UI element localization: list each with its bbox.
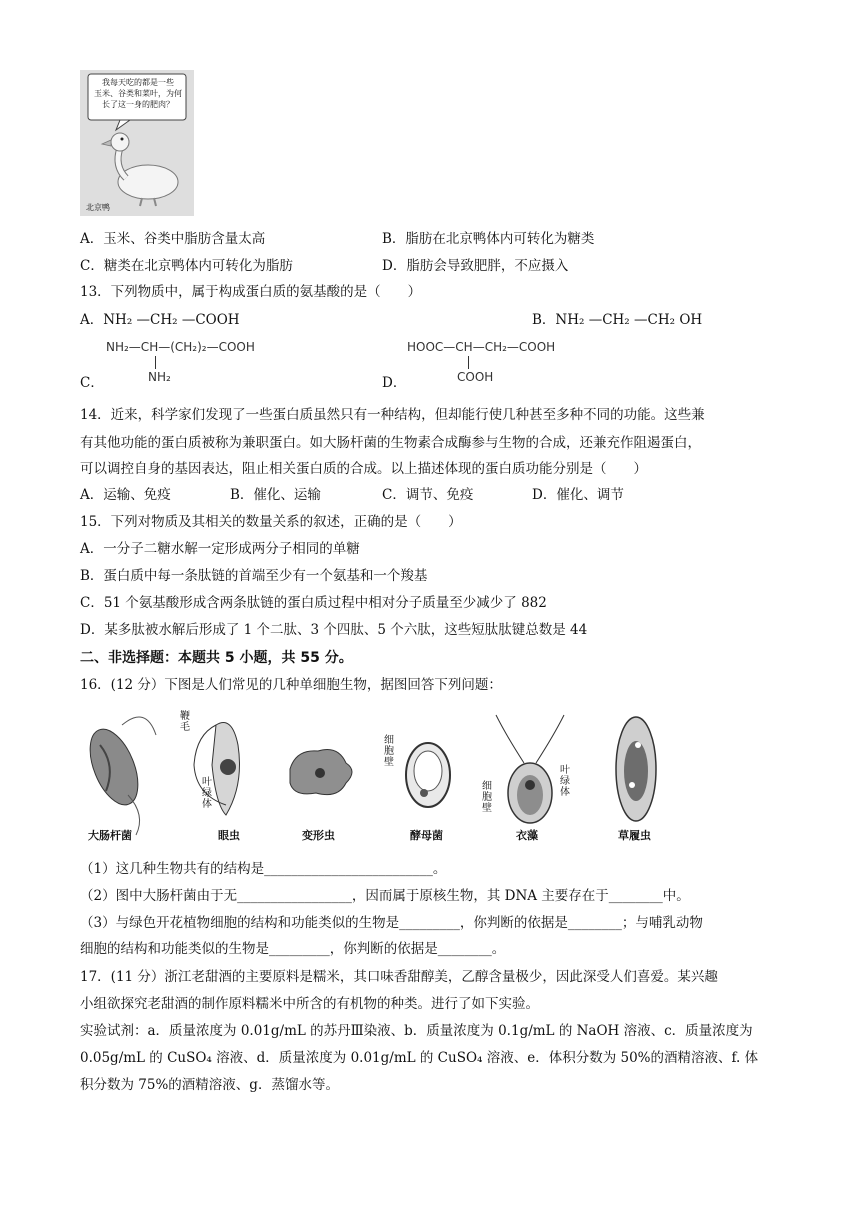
q13-d-formula-main: HOOC—CH—CH₂—COOH — [407, 340, 556, 354]
organism-name-amoeba: 变形虫 — [302, 829, 335, 842]
q13-d-formula-side: COOH — [457, 370, 494, 384]
q12-option-b: B．脂肪在北京鸭体内可转化为糖类 — [382, 231, 595, 247]
q15-option-c: C．51 个氨基酸形成含两条肽链的蛋白质过程中相对分子质量至少减少了 882 — [80, 595, 547, 611]
duck-speech-line-3: 长了这一身的肥肉？ — [102, 100, 174, 109]
q16-part-3-line-2: 细胞的结构和功能类似的生物是_________，你判断的依据是________。 — [80, 941, 506, 957]
q16-part-2: （2）图中大肠杆菌由于无_________________，因而属于原核生物，其 DNA 主要存在于________中。 — [80, 888, 690, 904]
paramecium-drawing — [616, 717, 656, 821]
organism-name-chlamydomonas: 衣藻 — [516, 829, 538, 842]
label-chloroplast-chlamydomonas: 叶绿体 — [560, 765, 570, 798]
q13-option-c-formula — [106, 340, 255, 384]
q16-part-1: （1）这几种生物共有的结构是_________________________。 — [80, 861, 447, 877]
single-cell-organisms-figure — [76, 705, 688, 845]
q17-line-1: 17．(11 分）浙江老甜酒的主要原料是糯米，其口味香甜醇美，乙醇含量极少，因此深受人们喜爱。某兴趣 — [80, 969, 718, 985]
q12-option-d: D．脂肪会导致肥胖，不应摄入 — [382, 258, 569, 274]
q14-option-b: B．催化、运输 — [230, 487, 321, 503]
organism-name-e-coli: 大肠杆菌 — [88, 829, 132, 842]
chlamydomonas-drawing — [496, 715, 564, 823]
q13-option-a: A．NH₂ —CH₂ —COOH — [80, 312, 240, 328]
q14-option-d: D．催化、调节 — [532, 487, 624, 503]
q15-stem: 15．下列对物质及其相关的数量关系的叙述，正确的是（ ） — [80, 514, 462, 530]
label-flagellum: 鞭毛 — [180, 711, 190, 733]
duck-caption: 北京鸭 — [86, 203, 110, 212]
q15-option-d: D．某多肽被水解后形成了 1 个二肽、3 个四肽、5 个六肽，这些短肽肽键总数是 44 — [80, 622, 588, 638]
label-cell-wall-yeast: 细胞壁 — [384, 735, 394, 768]
q17-line-5: 积分数为 75%的酒精溶液、g．蒸馏水等。 — [80, 1077, 339, 1093]
organisms-illustration — [76, 705, 688, 845]
q12-option-c: C．糖类在北京鸭体内可转化为脂肪 — [80, 258, 293, 274]
q14-option-c: C．调节、免疫 — [382, 487, 474, 503]
peking-duck-figure — [80, 70, 194, 216]
q13-d-formula-bond — [468, 356, 469, 369]
q14-line-1: 14．近来，科学家们发现了一些蛋白质虽然只有一种结构，但却能行使几种甚至多种不同的功能。这些兼 — [80, 407, 705, 423]
q16-stem: 16．(12 分）下图是人们常见的几种单细胞生物，据图回答下列问题： — [80, 677, 502, 693]
q14-line-3: 可以调控自身的基因表达，阻止相关蛋白质的合成。以上描述体现的蛋白质功能分别是（ ） — [80, 461, 647, 477]
q12-option-a: A．玉米、谷类中脂肪含量太高 — [80, 231, 266, 247]
organism-name-yeast: 酵母菌 — [410, 829, 443, 842]
q13-c-formula-bond — [155, 356, 156, 369]
q14-option-a: A．运输、免疫 — [80, 487, 171, 503]
q13-option-d-formula — [407, 340, 556, 384]
e-coli-drawing — [80, 717, 156, 835]
q15-option-b: B．蛋白质中每一条肽链的首端至少有一个氨基和一个羧基 — [80, 568, 428, 584]
q17-line-2: 小组欲探究老甜酒的制作原料糯米中所含的有机物的种类。进行了如下实验。 — [80, 996, 539, 1012]
q17-line-4: 0.05g/mL 的 CuSO₄ 溶液、d．质量浓度为 0.01g/mL 的 CuSO₄ 溶液、e．体积分数为 50%的酒精溶液、f. 体 — [80, 1050, 759, 1066]
q13-stem: 13．下列物质中，属于构成蛋白质的氨基酸的是（ ） — [80, 284, 422, 300]
q13-c-formula-main: NH₂—CH—(CH₂)₂—COOH — [106, 340, 255, 354]
section-2-heading: 二、非选择题：本题共 5 小题，共 55 分。 — [80, 650, 353, 666]
euglena-drawing — [194, 723, 240, 816]
yeast-drawing — [406, 743, 450, 807]
q13-option-c-label: C． — [80, 375, 104, 391]
q16-part-3-line-1: （3）与绿色开花植物细胞的结构和功能类似的生物是_________，你判断的依据是________；与哺乳动物 — [80, 915, 703, 931]
label-cell-wall-chlamydomonas: 细胞壁 — [482, 781, 492, 814]
duck-speech-line-1: 我每天吃的都是一些 — [102, 78, 174, 87]
q13-option-d-label: D． — [382, 375, 407, 391]
amoeba-drawing — [290, 750, 352, 795]
organism-name-paramecium: 草履虫 — [618, 829, 651, 842]
label-chloroplast-euglena: 叶绿体 — [202, 777, 212, 810]
q13-c-formula-side: NH₂ — [148, 370, 171, 384]
q13-option-b: B．NH₂ —CH₂ —CH₂ OH — [532, 312, 703, 328]
organism-name-euglena: 眼虫 — [218, 829, 240, 842]
q15-option-a: A．一分子二糖水解一定形成两分子相同的单糖 — [80, 541, 360, 557]
duck-speech-line-2: 玉米、谷类和菜叶，为何 — [94, 89, 182, 98]
q14-line-2: 有其他功能的蛋白质被称为兼职蛋白。如大肠杆菌的生物素合成酶参与生物的合成，还兼充作阻遏蛋白， — [80, 435, 701, 451]
q17-line-3: 实验试剂：a．质量浓度为 0.01g/mL 的苏丹Ⅲ染液、b．质量浓度为 0.1g/mL 的 NaOH 溶液、c．质量浓度为 — [80, 1023, 753, 1039]
